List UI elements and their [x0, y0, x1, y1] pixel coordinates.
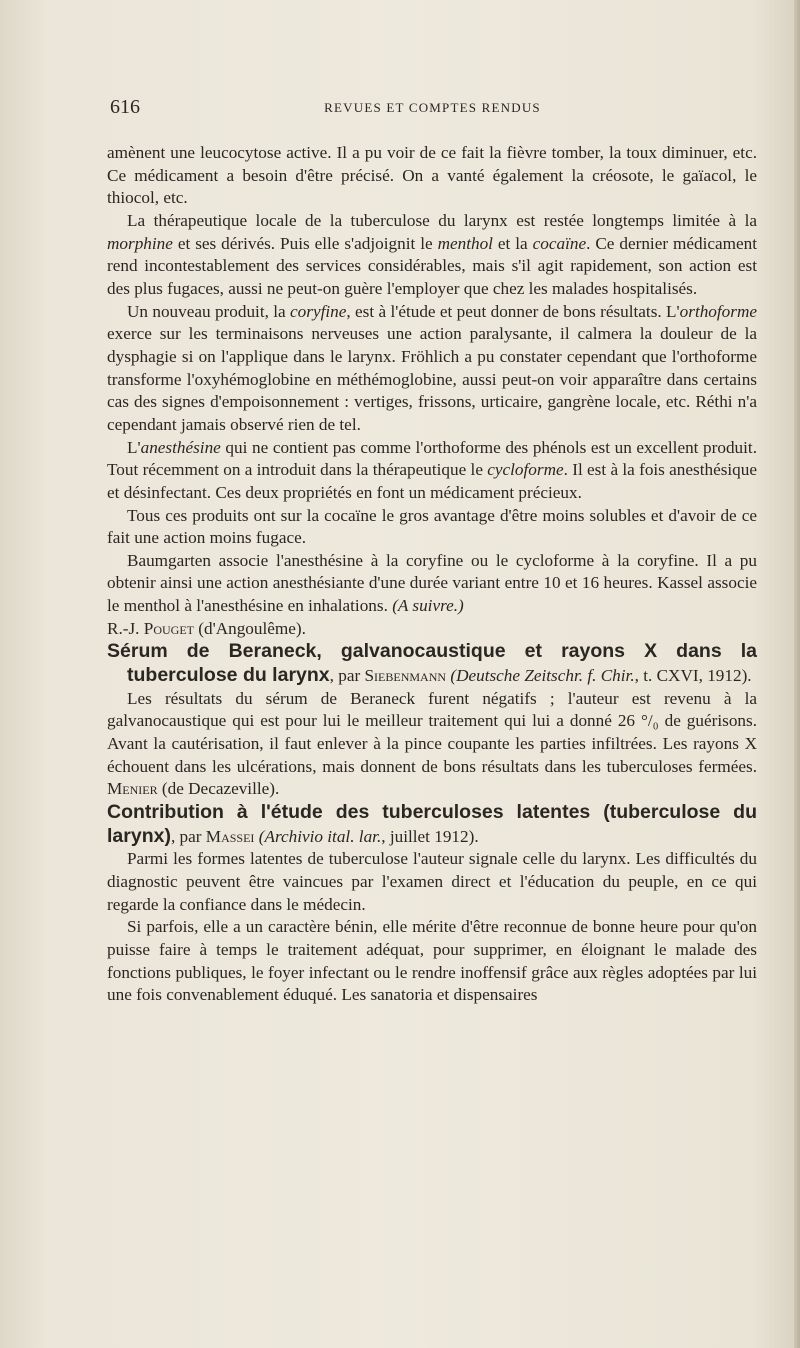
article-author: Massei	[205, 826, 255, 846]
signature-place: (de Decazeville).	[157, 779, 280, 799]
journal-volume: , juillet 1912).	[381, 826, 479, 846]
italic-term: cycloforme	[487, 460, 564, 480]
article-title: Contribution à l'étude des tuberculoses latentes (tuberculose du larynx)	[107, 801, 757, 847]
page-number: 616	[110, 96, 140, 118]
text-run: qui ne contient pas comme l'orthoforme des phénols est un excellent produit. Tout récemment on a introduit dans la thérapeutique le	[107, 437, 757, 480]
italic-term: coryfine	[290, 301, 347, 321]
paragraph: Si parfois, elle a un caractère bénin, elle mérite d'être reconnue de bonne heure pour qu'on puisse faire à temps le traitement adéquat, pour supprimer, en éloignant le malade des fonctions publiques, le foyer infectant ou le rendre inoffensif grâce aux règles adoptées par lui une fois convenablement éduqué. Les sanatoria et dispensaires	[107, 917, 757, 1005]
text-run: et la	[492, 233, 533, 253]
to-be-continued: (A suivre.)	[392, 596, 464, 616]
signature-name: Menier	[107, 779, 158, 799]
paragraph	[107, 688, 757, 801]
text-run: La thérapeutique locale de la tuberculose du larynx est restée longtemps limitée à la	[127, 210, 757, 230]
italic-term: morphine	[107, 233, 173, 253]
article-title: Sérum de Beraneck, galvanocaustique et rayons X dans la tuberculose du larynx	[107, 640, 757, 687]
signature-name: Pouget	[143, 618, 194, 638]
running-title: REVUES ET COMPTES RENDUS	[324, 100, 541, 115]
italic-term: menthol	[437, 233, 493, 253]
text-run: Un nouveau produit, la	[127, 301, 291, 321]
text-run: , est à l'étude et peut donner de bons résultats. L'	[346, 301, 680, 321]
page-edge-shadow	[794, 0, 800, 1348]
italic-term: cocaïne	[532, 233, 587, 253]
page-header	[110, 96, 755, 120]
text-run: , par	[170, 826, 206, 846]
italic-term: orthoforme	[679, 301, 757, 321]
paragraph	[107, 550, 757, 618]
text-run: et ses dérivés. Puis elle s'adjoignit le	[172, 233, 438, 253]
text-run: , par	[329, 666, 365, 686]
journal-volume: , t. CXVI, 1912).	[634, 666, 752, 686]
text-run: Baumgarten associe l'anesthésine à la coryfine ou le cycloforme à la coryfine. Il a pu obtenir ainsi une action anesthésiante d'une durée variant entre 10 et 16 heures. Kassel associe le menthol à l'anesthésine en inhalations.	[107, 550, 757, 616]
paragraph	[107, 437, 757, 505]
author-signature	[107, 618, 757, 641]
paragraph: Parmi les formes latentes de tuberculose l'auteur signale celle du larynx. Les difficultés du diagnostic peuvent être vaincues par l'examen direct et l'éducation du peuple, en ce qui regarde la confiance dans le médecin.	[107, 849, 757, 914]
text-run: L'	[127, 437, 141, 457]
text-run: . Il est à la fois anesthésique et désinfectant. Ces deux propriétés en font un médicament précieux.	[107, 460, 758, 502]
article-heading	[107, 801, 757, 848]
text-run: Les résultats du sérum de Beraneck furent négatifs ; l'auteur est revenu à la galvanocaustique qui est pour lui le meilleur traitement qui lui a donné 26 °/₀ de guérisons. Avant la cautérisation, il faut enlever à la pince coupante les parties infiltrées. Les rayons X échouent dans les ulcérations, mais donnent de bons résultats dans les tuberculoses fermées.	[107, 688, 757, 776]
paragraph	[107, 301, 757, 437]
text-run: . Ce dernier médicament rend incontestablement des services considérables, mais s'il agit rapidement, son action est des plus fugaces, aussi ne peut-on guère l'employer que chez les malades hospitalisés.	[107, 233, 757, 298]
text-run: exerce sur les terminaisons nerveuses une action paralysante, il calmera la douleur de la dysphagie si on l'applique dans le larynx. Fröhlich a pu constater cependant que l'orthoforme transforme l'oxyhémoglobine en méthémoglobine, aussi peut-on voir apparaître dans certains cas des signes d'empoisonnement : vertiges, frissons, urticaire, gangrène locale, etc. Réthi n'a cependant jamais observé rien de tel.	[107, 324, 757, 434]
journal-reference: (Deutsche Zeitschr. f. Chir.	[450, 666, 635, 686]
signature-place: (d'Angoulême).	[194, 618, 306, 638]
page-body	[107, 142, 757, 1007]
signature-initials: R.-J.	[107, 618, 144, 638]
italic-term: anesthésine	[140, 437, 221, 457]
paragraph	[107, 210, 757, 301]
article-heading	[107, 640, 757, 687]
journal-reference: (Archivio ital. lar.	[258, 826, 382, 846]
paragraph: Tous ces produits ont sur la cocaïne le gros avantage d'être moins solubles et d'avoir de ce fait une action moins fugace.	[107, 505, 757, 548]
paragraph: amènent une leucocytose active. Il a pu voir de ce fait la fièvre tomber, la toux diminuer, etc. Ce médicament a besoin d'être précisé. On a vanté également la créosote, le gaïacol, le thiocol, etc.	[107, 143, 757, 208]
article-author: Siebenmann	[364, 666, 447, 686]
